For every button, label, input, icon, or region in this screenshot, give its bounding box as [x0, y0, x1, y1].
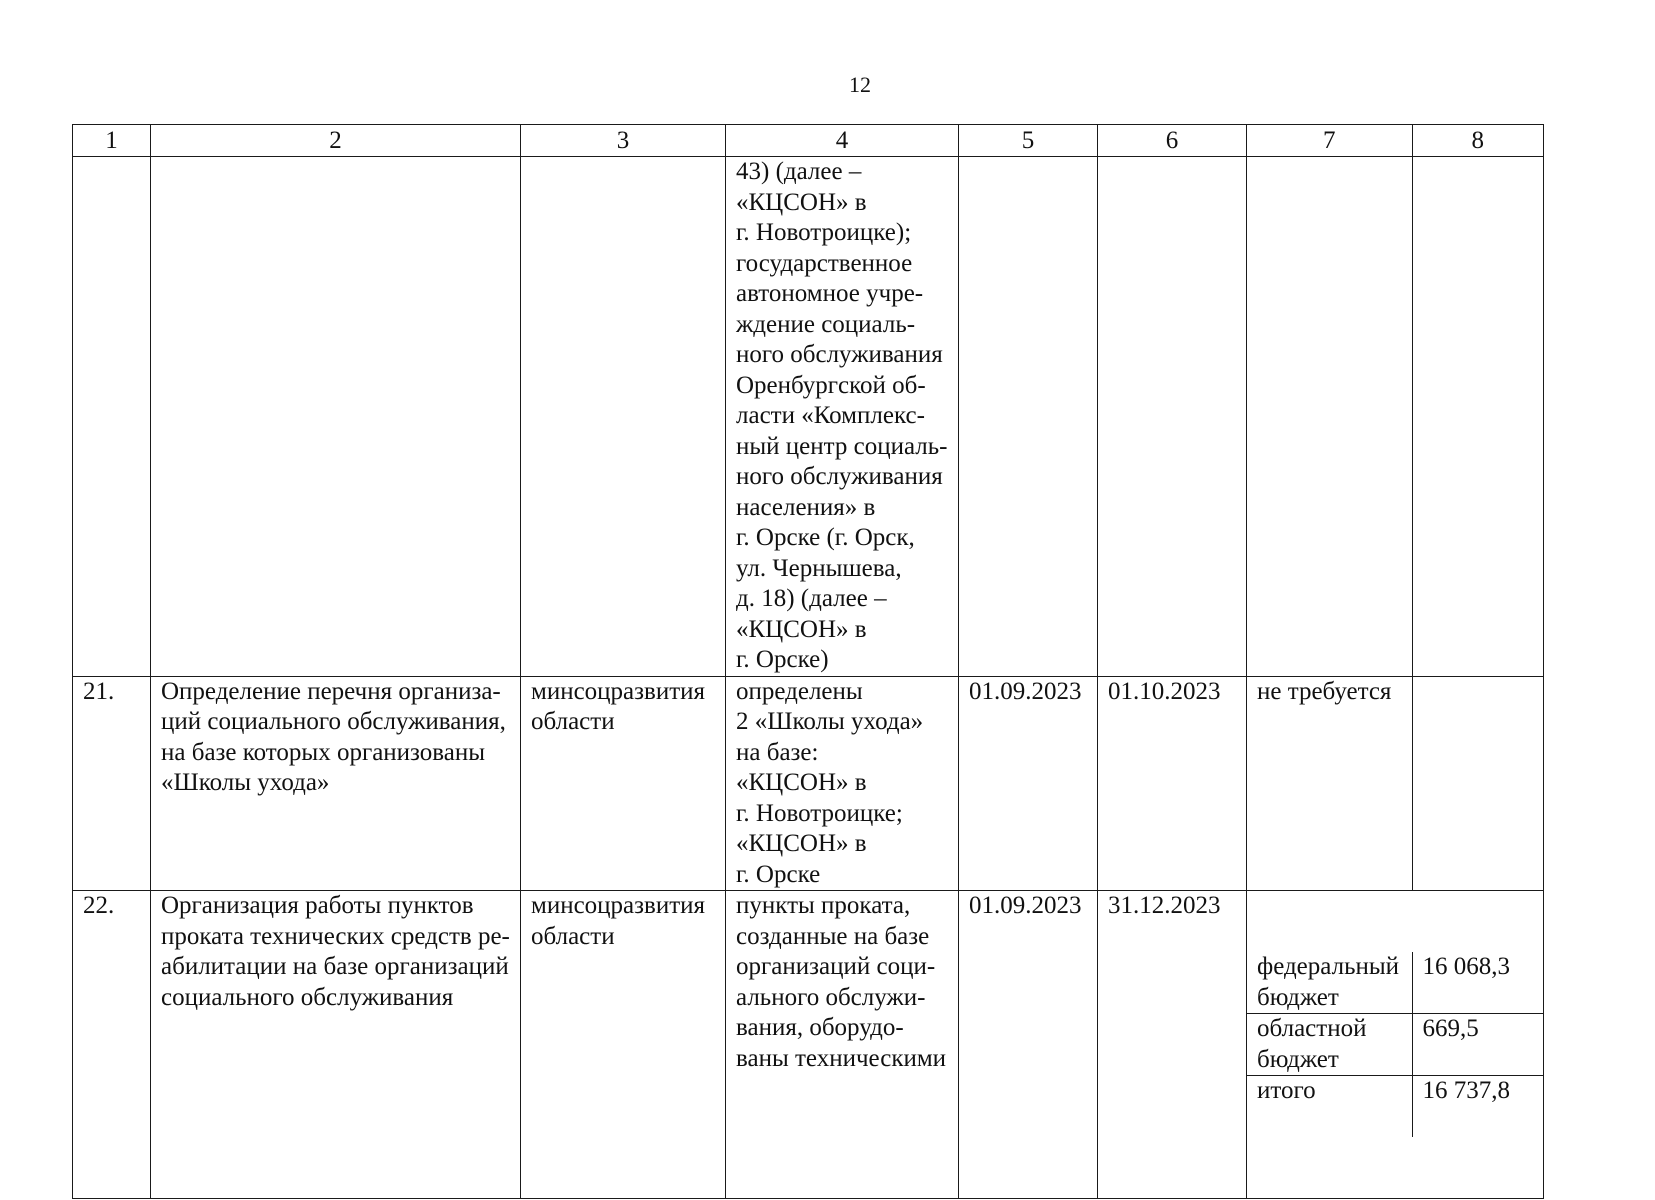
start-date-cell: 01.09.2023 [959, 676, 1098, 891]
responsible-cell: минсоцразвития области [521, 891, 726, 1199]
event-cell: Организация работы пунктов проката технических средств ре- абилитации на базе организаций социального обслуживания [151, 891, 521, 1199]
funding-cell [1247, 891, 1544, 1199]
end-date-cell: 31.12.2023 [1098, 891, 1247, 1199]
start-date-cell: 01.09.2023 [959, 891, 1098, 1199]
column-number-header: 3 [521, 125, 726, 157]
funding-source: федеральный бюджет [1247, 952, 1412, 1014]
column-number-row [73, 125, 1544, 157]
plan-table [72, 124, 1544, 1199]
result-cell: пункты проката, созданные на базе организаций соци- ального обслужи- вания, оборудо- ваны техническими [726, 891, 959, 1199]
end-date-cell: 01.10.2023 [1098, 676, 1247, 891]
start-date-cell [959, 157, 1098, 677]
funding-line [1247, 1014, 1543, 1076]
row-number-cell: 21. [73, 676, 151, 891]
column-number-header: 4 [726, 125, 959, 157]
row-number-cell [73, 157, 151, 677]
funding-amount-cell [1412, 157, 1543, 677]
event-cell: Определение перечня организа- ций социального обслуживания, на базе которых организованы «Школы ухода» [151, 676, 521, 891]
continuation-row [73, 157, 1544, 677]
column-number-header: 2 [151, 125, 521, 157]
page-number: 12 [849, 72, 871, 97]
funding-line [1247, 1076, 1543, 1138]
column-number-header: 8 [1412, 125, 1543, 157]
table-row [73, 891, 1544, 1199]
row-number-cell: 22. [73, 891, 151, 1199]
end-date-cell [1098, 157, 1247, 677]
table-row [73, 676, 1544, 891]
responsible-cell [521, 157, 726, 677]
responsible-cell: минсоцразвития области [521, 676, 726, 891]
funding-amount: 669,5 [1412, 1014, 1543, 1076]
funding-source: итого [1247, 1076, 1412, 1138]
funding-amount-cell [1412, 676, 1543, 891]
funding-amount: 16 737,8 [1422, 1077, 1510, 1104]
funding-line [1247, 952, 1543, 1014]
funding-source: областной бюджет [1247, 1014, 1412, 1076]
funding-source-cell: не требуется [1247, 676, 1413, 891]
result-cell: 43) (далее – «КЦСОН» в г. Новотроицке); государственное автономное учре- ждение социаль- ного обслуживания Оренбургской об- ласти «Комплекс- ный центр социаль- ного обслуживания населения» в г. Орске (г. Орск, ул. Чернышева, д. 18) (далее – «КЦСОН» в г. Орске) [726, 157, 959, 677]
result-cell: определены 2 «Школы ухода» на базе: «КЦСОН» в г. Новотроицке; «КЦСОН» в г. Орске [726, 676, 959, 891]
column-number-header: 1 [73, 125, 151, 157]
event-cell [151, 157, 521, 677]
funding-amount: 16 068,3 [1412, 952, 1543, 1014]
column-number-header: 7 [1247, 125, 1413, 157]
column-number-header: 5 [959, 125, 1098, 157]
funding-breakdown [1247, 952, 1543, 1137]
funding-source-cell [1247, 157, 1413, 677]
column-number-header: 6 [1098, 125, 1247, 157]
